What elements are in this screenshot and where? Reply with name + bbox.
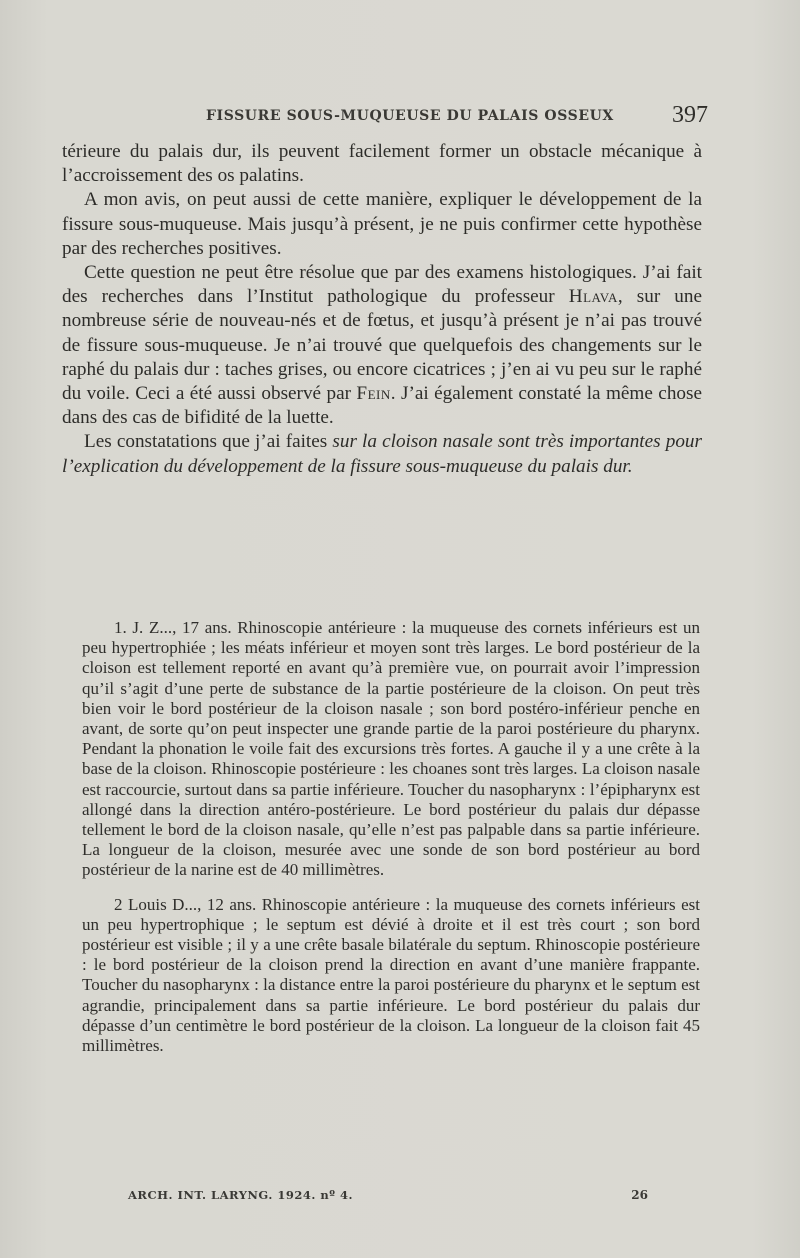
paragraph-3-part-a: Cette question ne peut être résolue que par des examens histologiques. J’ai fait des recherches dans l’Institut pathologique du professeur (62, 262, 702, 308)
case-notes (82, 618, 700, 1056)
paragraph-3 (62, 261, 702, 430)
page-number: 397 (672, 102, 708, 128)
paragraph-4-part-a: Les constatations que j’ai faites (84, 431, 333, 453)
journal-reference: ARCH. INT. LARYNG. 1924. nº 4. (128, 1188, 353, 1202)
main-text (62, 140, 702, 479)
paragraph-3-part-c: . J’ai également constaté la même chose dans des cas de bifidité de la luette. (62, 383, 702, 429)
page-footer (128, 1188, 648, 1208)
case-note-2: 2 Louis D..., 12 ans. Rhinoscopie antérieure : la muqueuse des cornets inférieurs est un peu hypertrophique ; le septum est dévié à droite et il est très court ; son bord postérieur est visible ; il y a une crête basale bilatérale du septum. Rhinoscopie postérieure : le bord postérieur de la cloison prend la direction en avant d’une manière frappante. Toucher du nasopharynx : la distance entre la paroi postérieure du pharynx et le septum est agrandie, principalement dans sa partie inférieure. Le bord postérieur du palais dur dépasse d’un centimètre le bord postérieur de la cloison. La longueur de la cloison fait 45 millimètres. (82, 894, 700, 1056)
paragraph-1: térieure du palais dur, ils peuvent facilement former un obstacle mécanique à l’accroissement des os palatins. (62, 141, 702, 187)
signature-mark: 26 (631, 1188, 648, 1202)
case-note-1: 1. J. Z..., 17 ans. Rhinoscopie antérieure : la muqueuse des cornets inférieurs est un peu hypertrophiée ; les méats inférieur et moyen sont très larges. Le bord postérieur de la cloison est tellement reporté en avant qu’à première vue, on pourrait avoir l’impression qu’il s’agit d’une perte de substance de la partie postérieure de la cloison. On peut très bien voir le bord postérieur de la cloison nasale ; son bord postéro-inférieur penche en avant, de sorte qu’on peut inspecter une grande partie de la paroi postérieure du pharynx. Pendant la phonation le voile fait des excursions très fortes. A gauche il y a une crête à la base de la cloison. Rhinoscopie postérieure : les choanes sont très larges. La cloison nasale est raccourcie, surtout dans sa partie inférieure. Toucher du nasopharynx : l’épipharynx est allongé dans la direction antéro-postérieure. Le bord postérieur du palais dur dépasse tellement le bord de la cloison nasale, qu’elle n’est pas palpable dans sa partie inférieure. La longueur de la cloison, mesurée avec une sonde de son bord postérieur au bord postérieur de la narine est de 40 millimètres. (82, 618, 700, 880)
running-header (86, 102, 708, 132)
running-title: FISSURE SOUS-MUQUEUSE DU PALAIS OSSEUX (206, 108, 614, 124)
paragraph-2: A mon avis, on peut aussi de cette manière, expliquer le développement de la fissure sous-muqueuse. Mais jusqu’à présent, je ne puis confirmer cette hypothèse par des recherches positives. (62, 189, 702, 259)
paragraph-4-italic: sur la cloison nasale sont très importantes pour l’explication du développement de la fissure sous-muqueuse du palais dur. (62, 431, 702, 477)
paragraph-3-part-b: , sur une nombreuse série de nouveau-nés et de fœtus, et jusqu’à présent je n’ai pas trouvé de fissure sous-muqueuse. Je n’ai trouvé que quelquefois des changements sur le raphé du palais dur : taches grises, ou encore cicatrices ; j’en ai vu peu sur le raphé du voile. Ceci a été aussi observé par (62, 286, 702, 405)
author-name-fein: Fein (356, 383, 391, 405)
paragraph-4 (62, 430, 702, 478)
author-name-hlava: Hlava (568, 286, 618, 308)
